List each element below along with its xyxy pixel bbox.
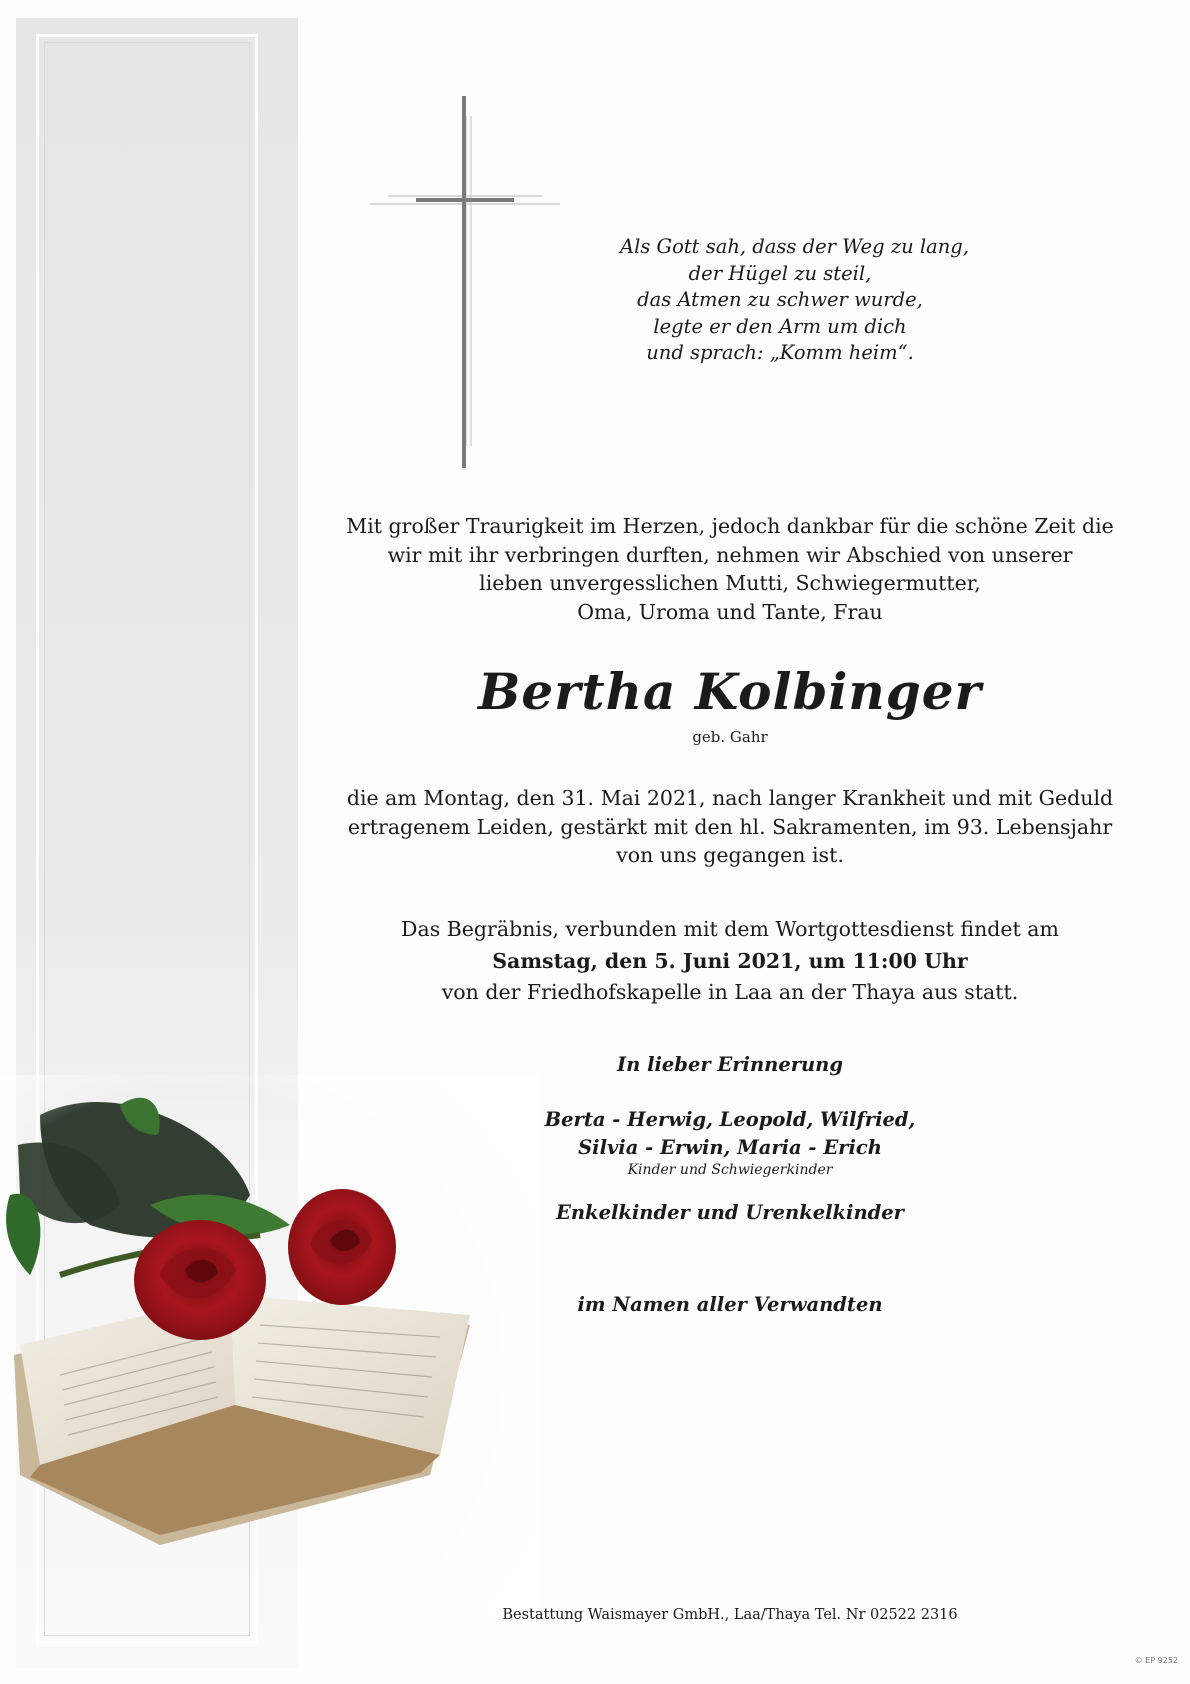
roses-on-book-illustration: [0, 1075, 540, 1615]
funeral-notice: [330, 914, 1130, 1009]
print-code: © EP 9252: [1134, 1656, 1178, 1665]
intro-line: wir mit ihr verbringen durften, nehmen wir Abschied von unserer: [387, 542, 1073, 567]
intro-line: Oma, Uroma und Tante, Frau: [577, 599, 883, 624]
maiden-name: geb. Gahr: [692, 728, 768, 746]
quote-line: und sprach: „Komm heim“.: [646, 341, 914, 364]
family-note: Kinder und Schwiegerkinder: [627, 1162, 833, 1178]
family-line: Silvia - Erwin, Maria - Erich: [578, 1136, 882, 1159]
deceased-name: Bertha Kolbinger: [478, 662, 982, 721]
death-line: von uns gegangen ist.: [616, 843, 844, 867]
relatives-line: im Namen aller Verwandten: [577, 1293, 883, 1316]
quote-line: Als Gott sah, dass der Weg zu lang,: [620, 235, 969, 258]
quote-line: der Hügel zu steil,: [688, 261, 872, 285]
intro-line: Mit großer Traurigkeit im Herzen, jedoch dankbar für die schöne Zeit die: [346, 514, 1114, 538]
funeral-location: von der Friedhofskapelle in Laa an der Thaya aus statt.: [441, 980, 1019, 1004]
intro-text: [330, 512, 1130, 626]
grandchildren-line: Enkelkinder und Urenkelkinder: [556, 1201, 904, 1224]
quote-text: [620, 234, 969, 367]
death-notice: [330, 784, 1130, 870]
funeral-line: Das Begräbnis, verbunden mit dem Wortgottesdienst findet am: [401, 917, 1059, 941]
undertaker-footer: Bestattung Waismayer GmbH., Laa/Thaya Tel. Nr 02522 2316: [502, 1607, 958, 1623]
funeral-date-time: Samstag, den 5. Juni 2021, um 11:00 Uhr: [492, 948, 968, 973]
death-line: die am Montag, den 31. Mai 2021, nach langer Krankheit und mit Geduld: [346, 786, 1114, 810]
cross-icon: [370, 96, 560, 468]
quote-line: das Atmen zu schwer wurde,: [637, 288, 923, 311]
death-line: ertragenem Leiden, gestärkt mit den hl. Sakramenten, im 93. Lebensjahr: [347, 814, 1113, 839]
quote-line: legte er den Arm um dich: [653, 314, 907, 338]
family-line: Berta - Herwig, Leopold, Wilfried,: [544, 1108, 916, 1131]
intro-line: lieben unvergesslichen Mutti, Schwiegermutter,: [479, 571, 981, 595]
closing-phrase: In lieber Erinnerung: [617, 1053, 843, 1076]
